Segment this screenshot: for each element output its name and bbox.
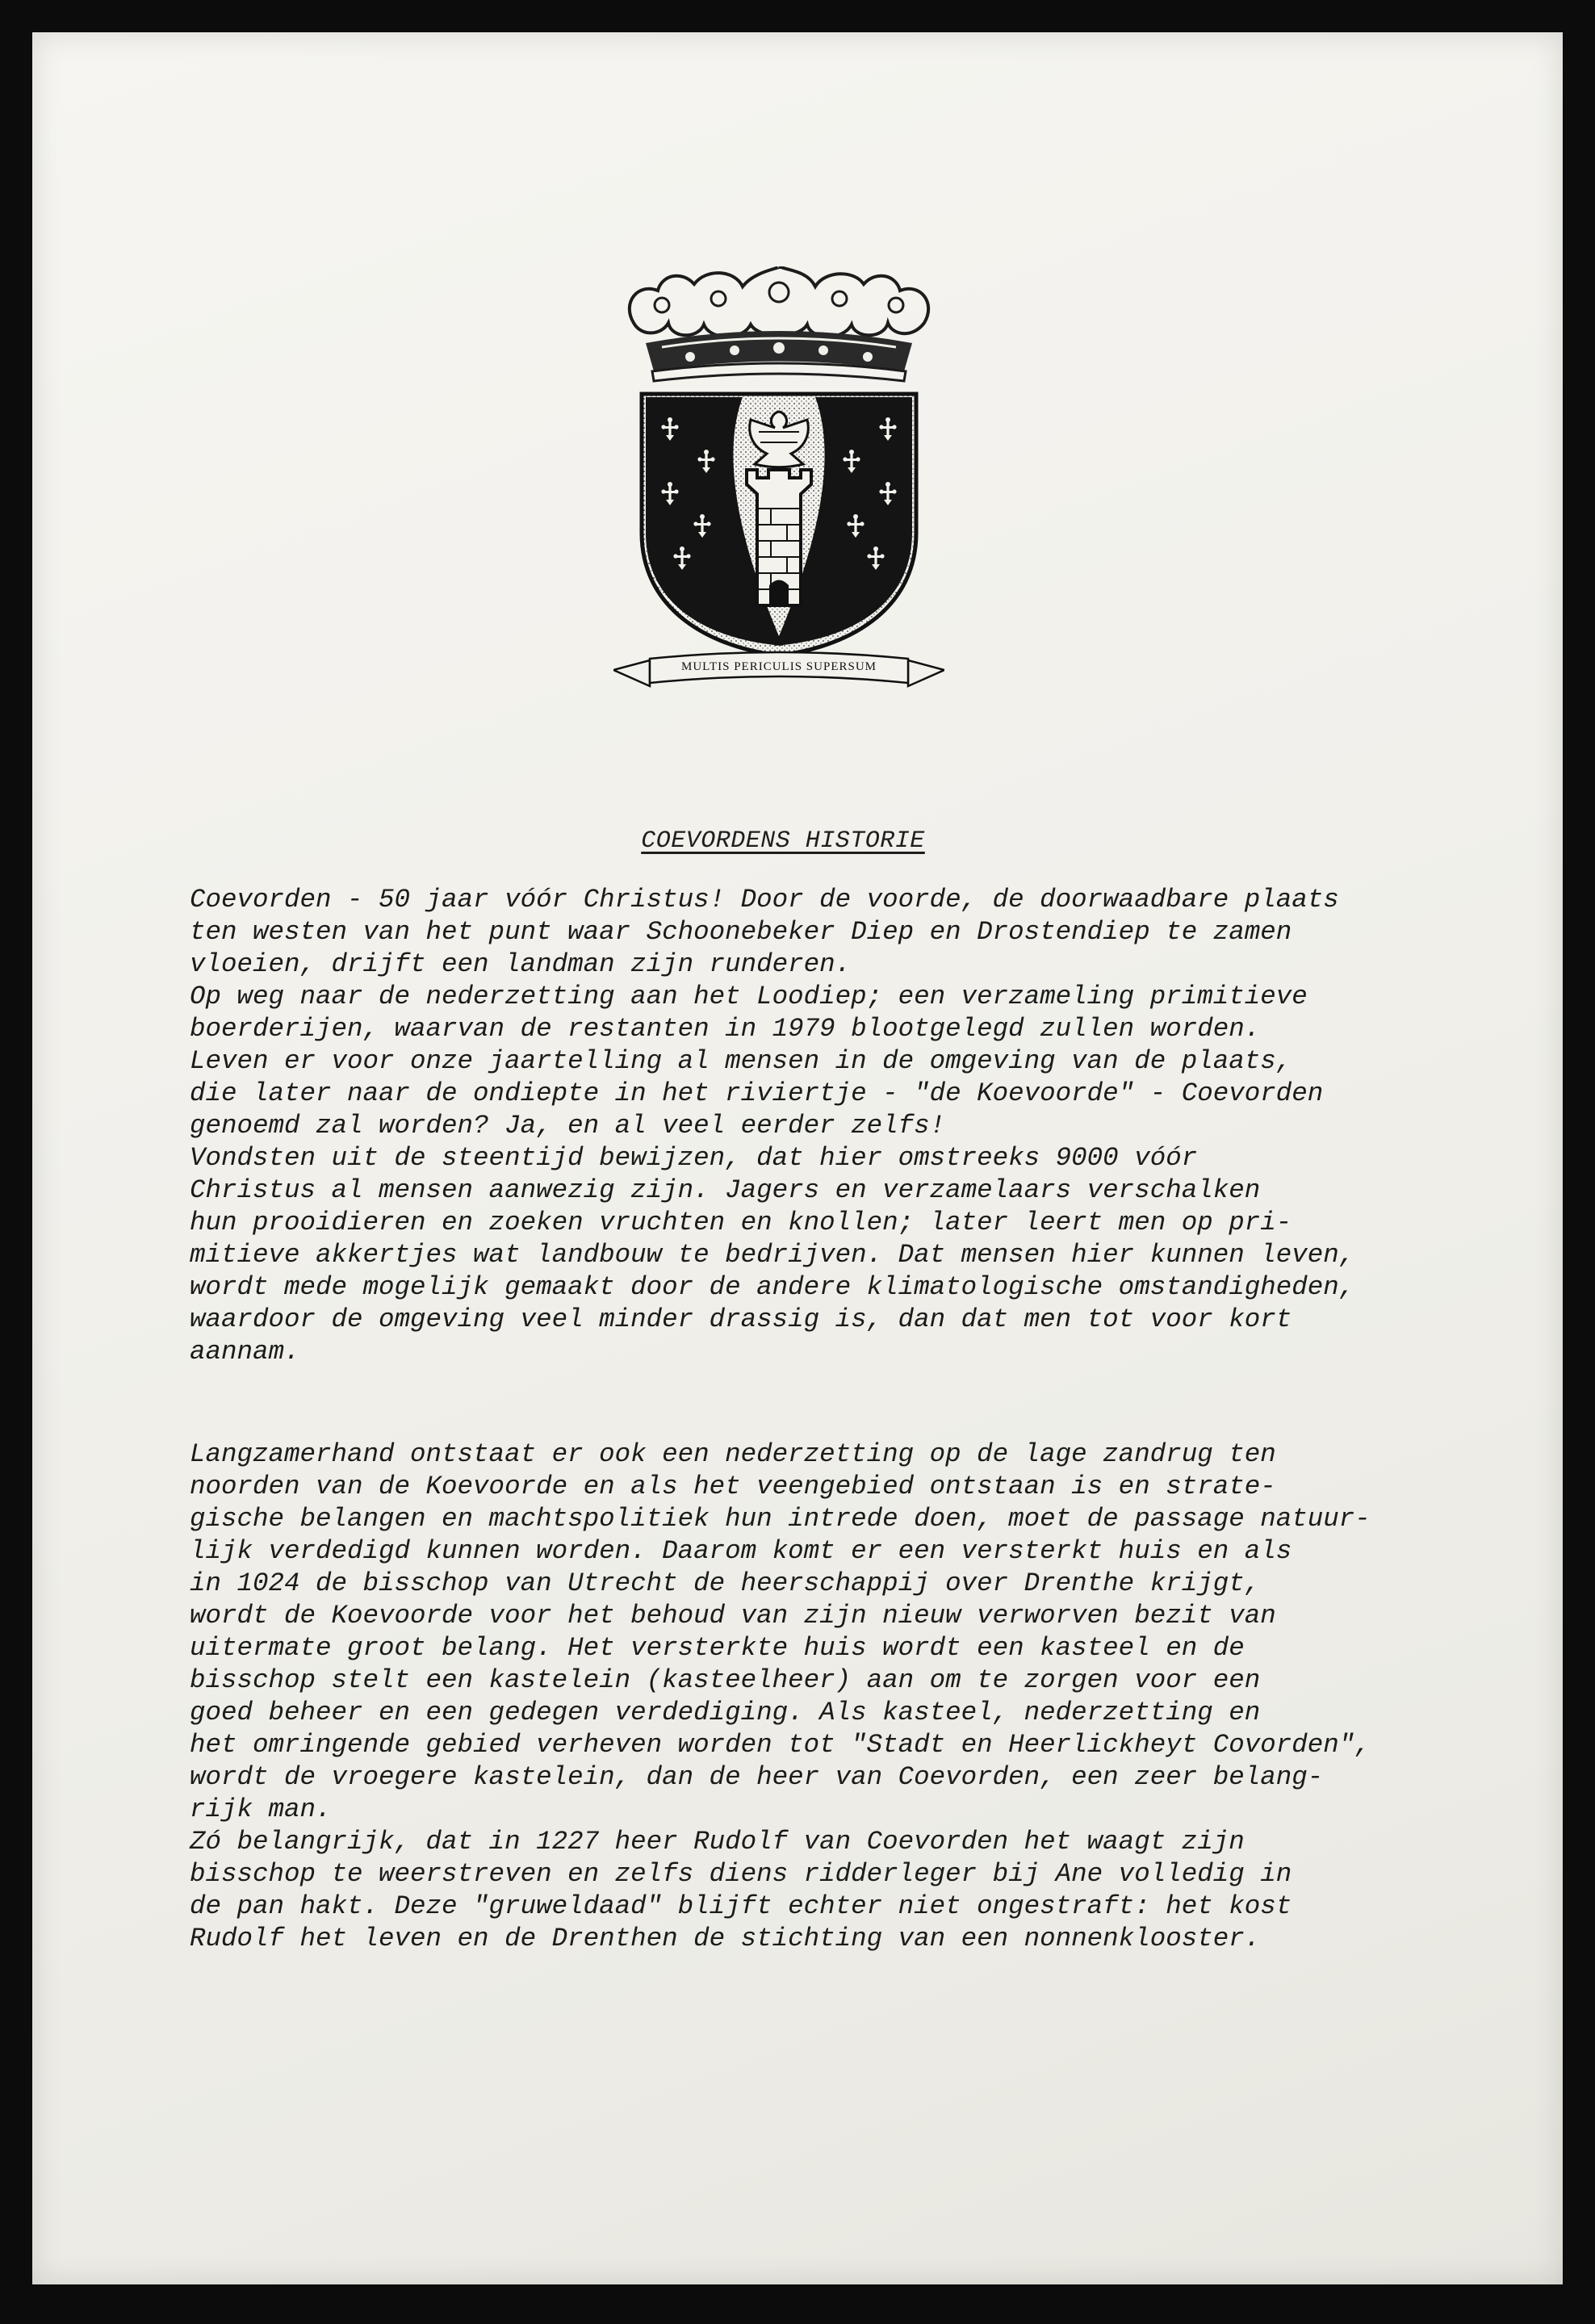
text-line: Vondsten uit de steentijd bewijzen, dat hier omstreeks 9000 vóór — [190, 1143, 1198, 1173]
text-line: Op weg naar de nederzetting aan het Loodiep; een verzameling primitieve — [190, 982, 1308, 1011]
text-line: boerderijen, waarvan de restanten in 1979 blootgelegd zullen worden. — [190, 1014, 1261, 1044]
text-line: vloeien, drijft een landman zijn runderen. — [190, 949, 852, 979]
text-line: aannam. — [190, 1337, 300, 1367]
text-line: uitermate groot belang. Het versterkte huis wordt een kasteel en de — [190, 1633, 1245, 1663]
paper-sheet — [32, 32, 1563, 2284]
text-line: gische belangen en machtspolitiek hun intrede doen, moet de passage natuur- — [190, 1504, 1371, 1534]
paragraph-1 — [190, 884, 1449, 1368]
text-line: wordt de vroegere kastelein, dan de heer van Coevorden, een zeer belang- — [190, 1762, 1324, 1792]
text-line: rijk man. — [190, 1794, 332, 1824]
text-line: waardoor de omgeving veel minder drassig is, dan dat men tot voor kort — [190, 1304, 1292, 1334]
text-line: lijk verdedigd kunnen worden. Daarom komt er een versterkt huis en als — [190, 1536, 1292, 1566]
tower-icon — [747, 470, 811, 605]
text-line: bisschop stelt een kastelein (kasteelheer) aan om te zorgen voor een — [190, 1665, 1261, 1695]
text-line: bisschop te weerstreven en zelfs diens ridderleger bij Ane volledig in — [190, 1859, 1292, 1889]
text-line: wordt mede mogelijk gemaakt door de andere klimatologische omstandigheden, — [190, 1272, 1355, 1302]
text-line: Christus al mensen aanwezig zijn. Jagers en verzamelaars verschalken — [190, 1175, 1261, 1205]
text-line: Coevorden - 50 jaar vóór Christus! Door de voorde, de doorwaadbare plaats — [190, 885, 1339, 915]
crown-icon — [630, 266, 928, 381]
text-line: de pan hakt. Deze "gruweldaad" blijft echter niet ongestraft: het kost — [190, 1891, 1292, 1921]
text-line: het omringende gebied verheven worden tot "Stadt en Heerlickheyt Covorden", — [190, 1730, 1371, 1760]
text-line: noorden van de Koevoorde en als het veengebied ontstaan is en strate- — [190, 1472, 1276, 1501]
text-line: Rudolf het leven en de Drenthen de stichting van een nonnenklooster. — [190, 1924, 1261, 1953]
text-line: Langzamerhand ontstaat er ook een nederzetting op de lage zandrug ten — [190, 1439, 1276, 1469]
paragraph-2 — [190, 1438, 1449, 1955]
text-line: genoemd zal worden? Ja, en al veel eerder zelfs! — [190, 1111, 946, 1141]
text-line: Leven er voor onze jaartelling al mensen in de omgeving van de plaats, — [190, 1046, 1292, 1076]
text-line: goed beheer en een gedegen verdediging. Als kasteel, nederzetting en — [190, 1698, 1261, 1727]
text-line: mitieve akkertjes wat landbouw te bedrijven. Dat mensen hier kunnen leven, — [190, 1240, 1355, 1270]
text-line: hun prooidieren en zoeken vruchten en knollen; later leert men op pri- — [190, 1208, 1292, 1237]
text-line: wordt de Koevoorde voor het behoud van zijn nieuw verworven bezit van — [190, 1601, 1276, 1631]
crest-motto: MULTIS PERICULIS SUPERSUM — [681, 660, 877, 673]
text-line: Zó belangrijk, dat in 1227 heer Rudolf van Coevorden het waagt zijn — [190, 1827, 1245, 1857]
text-line: ten westen van het punt waar Schoonebeker Diep en Drostendiep te zamen — [190, 917, 1292, 947]
text-line: die later naar de ondiepte in het riviertje - "de Koevoorde" - Coevorden — [190, 1078, 1324, 1108]
text-line: in 1024 de bisschop van Utrecht de heerschappij over Drenthe krijgt, — [190, 1568, 1261, 1598]
coat-of-arms — [613, 266, 944, 702]
motto-ribbon — [613, 652, 944, 686]
page-title: COEVORDENS HISTORIE — [641, 827, 925, 855]
